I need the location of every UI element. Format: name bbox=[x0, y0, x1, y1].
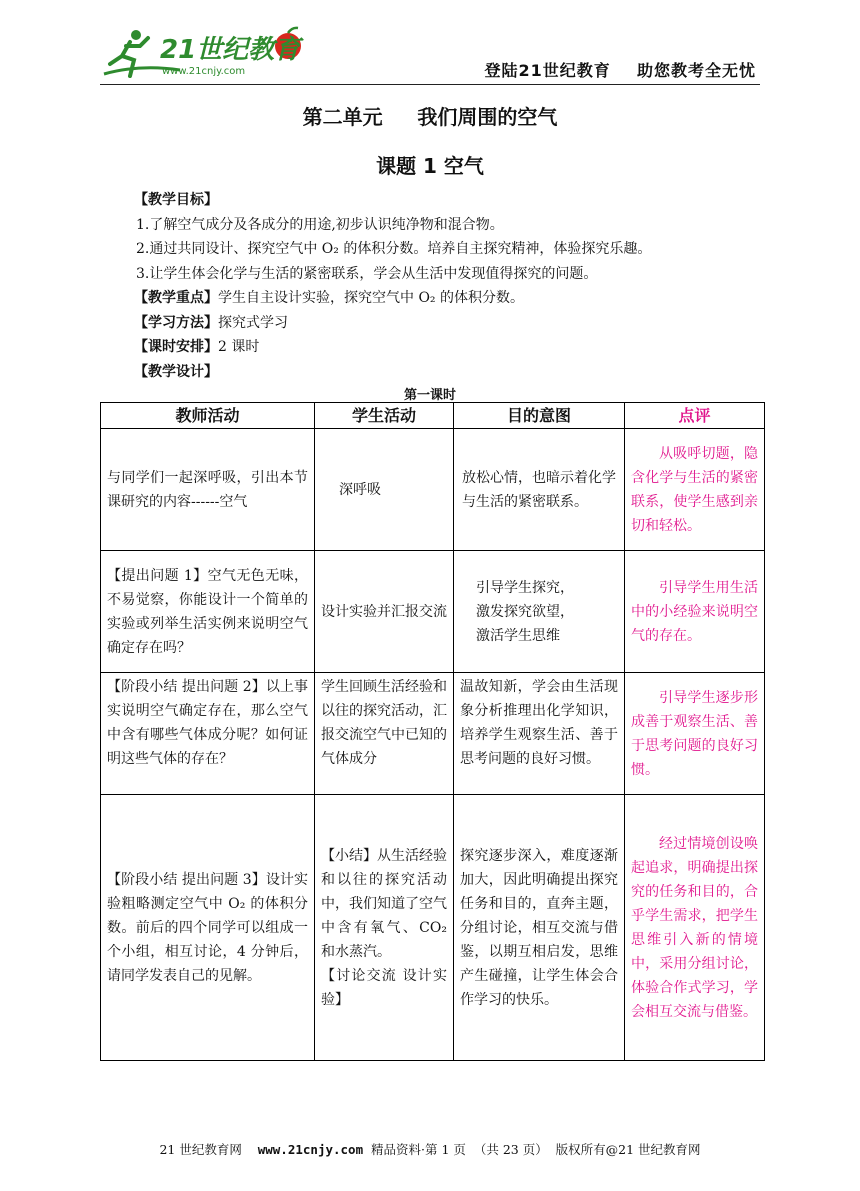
page-header bbox=[100, 24, 760, 86]
hours-line bbox=[134, 335, 774, 360]
teacher-cell: 【提出问题 1】空气无色无味，不易觉察，你能设计一个简单的实验或列举生活实例来说明空气确定存在吗？ bbox=[101, 551, 315, 673]
table-header-row bbox=[101, 403, 765, 429]
method-text: 探究式学习 bbox=[218, 314, 288, 331]
header-teacher: 教师活动 bbox=[101, 403, 315, 429]
table-row bbox=[101, 551, 765, 673]
focus-line bbox=[134, 286, 774, 311]
header-comment: 点评 bbox=[625, 403, 765, 429]
purpose-cell: 探究逐步深入，难度逐渐加大，因此明确提出探究任务和目的，直奔主题，分组讨论，相互交流与借鉴，以期互相启发，思维产生碰撞，让学生体会合作学习的快乐。 bbox=[454, 795, 625, 1061]
lesson-intro bbox=[134, 188, 774, 384]
purpose-cell: 温故知新，学会由生活现象分析推理出化学知识，培养学生观察生活、善于思考问题的良好习惯。 bbox=[454, 673, 625, 795]
period-label: 第一课时 bbox=[403, 388, 456, 403]
purpose-cell: 放松心情，也暗示着化学与生活的紧密联系。 bbox=[454, 429, 625, 551]
teacher-cell: 【阶段小结 提出问题 3】设计实验粗略测定空气中 O₂ 的体积分数。前后的四个同学可以组成一个小组，相互讨论，4 分钟后，请同学发表自己的见解。 bbox=[101, 795, 315, 1061]
footer-url[interactable]: www.21cnjy.com bbox=[257, 1142, 364, 1157]
header-divider bbox=[100, 84, 760, 85]
lesson-plan-table bbox=[100, 402, 765, 1061]
student-cell: 设计实验并汇报交流 bbox=[315, 551, 454, 673]
footer-site: 21 世纪教育网 bbox=[159, 1142, 242, 1157]
student-cell: 学生回顾生活经验和以往的探究活动，汇报交流空气中已知的气体成分 bbox=[315, 673, 454, 795]
logo-text: 21世纪教育 bbox=[160, 35, 301, 65]
comment-cell: 从吸呼切题，隐含化学与生活的紧密联系，使学生感到亲切和轻松。 bbox=[625, 429, 765, 551]
purpose-cell: 引导学生探究， 激发探究欲望， 激活学生思维 bbox=[454, 551, 625, 673]
header-purpose: 目的意图 bbox=[454, 403, 625, 429]
design-heading: 【教学设计】 bbox=[134, 363, 218, 380]
objective-item: 3.让学生体会化学与生活的紧密联系，学会从生活中发现值得探究的问题。 bbox=[136, 265, 598, 282]
objective-item: 1.了解空气成分及各成分的用途,初步认识纯净物和混合物。 bbox=[136, 216, 504, 233]
table-row bbox=[101, 673, 765, 795]
focus-heading: 【教学重点】 bbox=[134, 290, 218, 306]
teacher-cell: 与同学们一起深呼吸，引出本节课研究的内容------空气 bbox=[101, 429, 315, 551]
comment-cell: 引导学生逐步形成善于观察生活、善于思考问题的良好习惯。 bbox=[625, 673, 765, 795]
table-row bbox=[101, 429, 765, 551]
student-cell: 深呼吸 bbox=[315, 429, 454, 551]
header-slogan: 登陆21世纪教育 助您教考全无忧 bbox=[484, 61, 756, 80]
unit-title: 第二单元 我们周围的空气 bbox=[302, 105, 558, 129]
logo-url: www.21cnjy.com bbox=[162, 66, 246, 77]
method-heading: 【学习方法】 bbox=[134, 314, 218, 331]
page-footer bbox=[0, 1140, 860, 1158]
logo bbox=[100, 24, 310, 84]
hours-heading: 【课时安排】 bbox=[134, 339, 218, 355]
lesson-title: 课题 1 空气 bbox=[376, 154, 484, 178]
focus-text: 学生自主设计实验，探究空气中 O₂ 的体积分数。 bbox=[218, 290, 524, 306]
student-cell: 【小结】从生活经验和以往的探究活动中，我们知道了空气中含有氧气、CO₂ 和水蒸汽。 【讨论交流 设计实验】 bbox=[315, 795, 454, 1061]
method-line bbox=[134, 311, 774, 336]
hours-text: 2 课时 bbox=[218, 339, 260, 355]
header-student: 学生活动 bbox=[315, 403, 454, 429]
teacher-cell: 【阶段小结 提出问题 2】以上事实说明空气确定存在，那么空气中含有哪些气体成分呢？如何证明这些气体的存在？ bbox=[101, 673, 315, 795]
comment-cell: 引导学生用生活中的小经验来说明空气的存在。 bbox=[625, 551, 765, 673]
comment-cell: 经过情境创设唤起追求，明确提出探究的任务和目的，合乎学生需求，把学生思维引入新的情境中，采用分组讨论，体验合作式学习，学会相互交流与借鉴。 bbox=[625, 795, 765, 1061]
objectives-heading: 【教学目标】 bbox=[134, 192, 218, 208]
footer-text: 精品资料·第 1 页 （共 23 页） 版权所有@21 世纪教育网 bbox=[371, 1142, 701, 1157]
table-row bbox=[101, 795, 765, 1061]
objective-item: 2.通过共同设计、探究空气中 O₂ 的体积分数。培养自主探究精神，体验探究乐趣。 bbox=[136, 241, 652, 257]
